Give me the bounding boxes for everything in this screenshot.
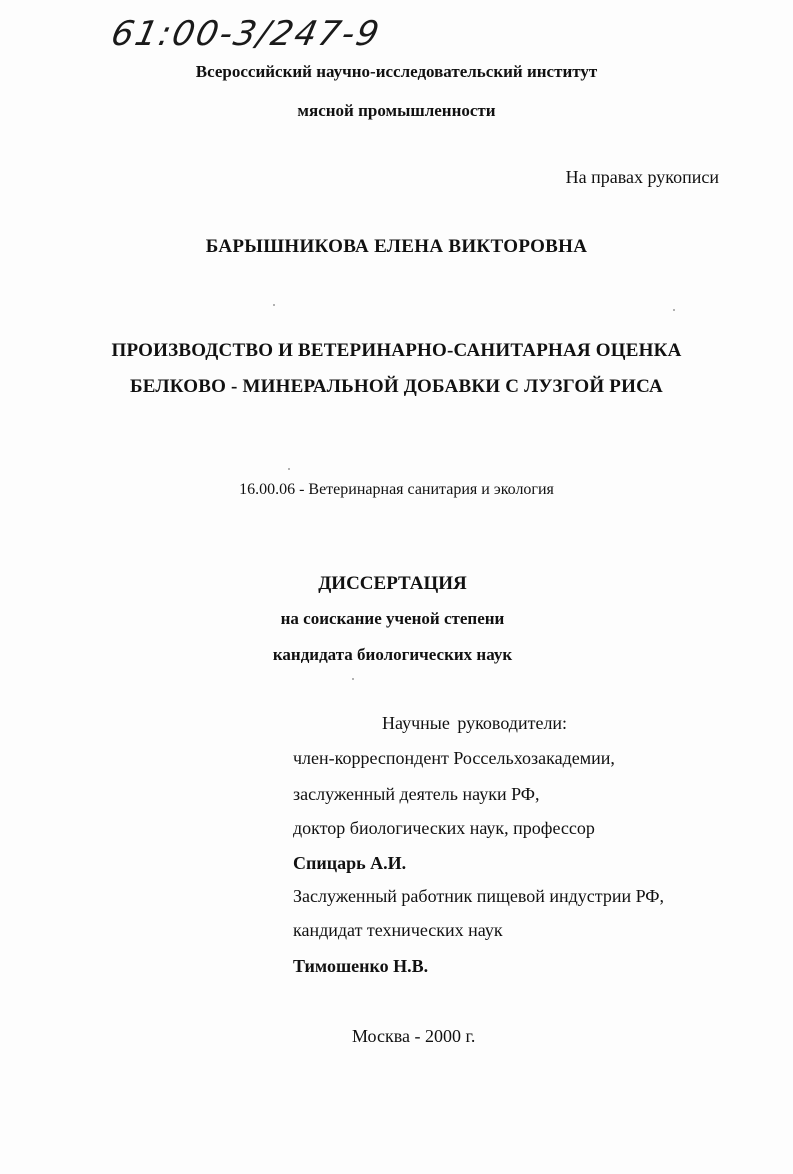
supervisor-1-degree: доктор биологических наук, профессор xyxy=(293,818,595,838)
place-and-year: Москва - 2000 г. xyxy=(352,1026,476,1046)
institute-name-line-1: Всероссийский научно-исследовательский институт xyxy=(195,62,598,81)
institute-name-line-2: мясной промышленности xyxy=(297,101,496,120)
manuscript-rights-note: На правах рукописи xyxy=(565,167,719,187)
scan-speck xyxy=(288,468,290,470)
supervisors-heading: Научные руководители: xyxy=(382,713,568,733)
author-name: БАРЫШНИКОВА ЕЛЕНА ВИКТОРОВНА xyxy=(205,236,588,257)
scan-speck xyxy=(352,678,354,680)
scan-speck xyxy=(673,309,675,311)
degree-line-1: на соискание ученой степени xyxy=(280,609,505,628)
dissertation-title-line-2: БЕЛКОВО - МИНЕРАЛЬНОЙ ДОБАВКИ С ЛУЗГОЙ РИСА xyxy=(130,376,663,397)
archive-number-handwritten: 61:00-3/247-9 xyxy=(107,14,385,54)
dissertation-title-line-1: ПРОИЗВОДСТВО И ВЕТЕРИНАРНО-САНИТАРНАЯ ОЦЕНКА xyxy=(111,340,682,361)
document-type: ДИССЕРТАЦИЯ xyxy=(318,573,467,594)
supervisor-1-honor: заслуженный деятель науки РФ, xyxy=(293,784,540,804)
supervisor-2-name: Тимошенко Н.В. xyxy=(293,956,429,976)
degree-line-2: кандидата биологических наук xyxy=(272,645,513,664)
supervisor-1-title: член-корреспондент Россельхозакадемии, xyxy=(293,748,615,768)
scan-speck xyxy=(273,304,275,306)
supervisor-2-degree: кандидат технических наук xyxy=(293,920,503,940)
supervisor-1-name: Спицарь А.И. xyxy=(293,853,407,873)
supervisor-2-honor: Заслуженный работник пищевой индустрии РФ, xyxy=(293,886,665,906)
specialty-code: 16.00.06 - Ветеринарная санитария и экология xyxy=(239,481,554,498)
